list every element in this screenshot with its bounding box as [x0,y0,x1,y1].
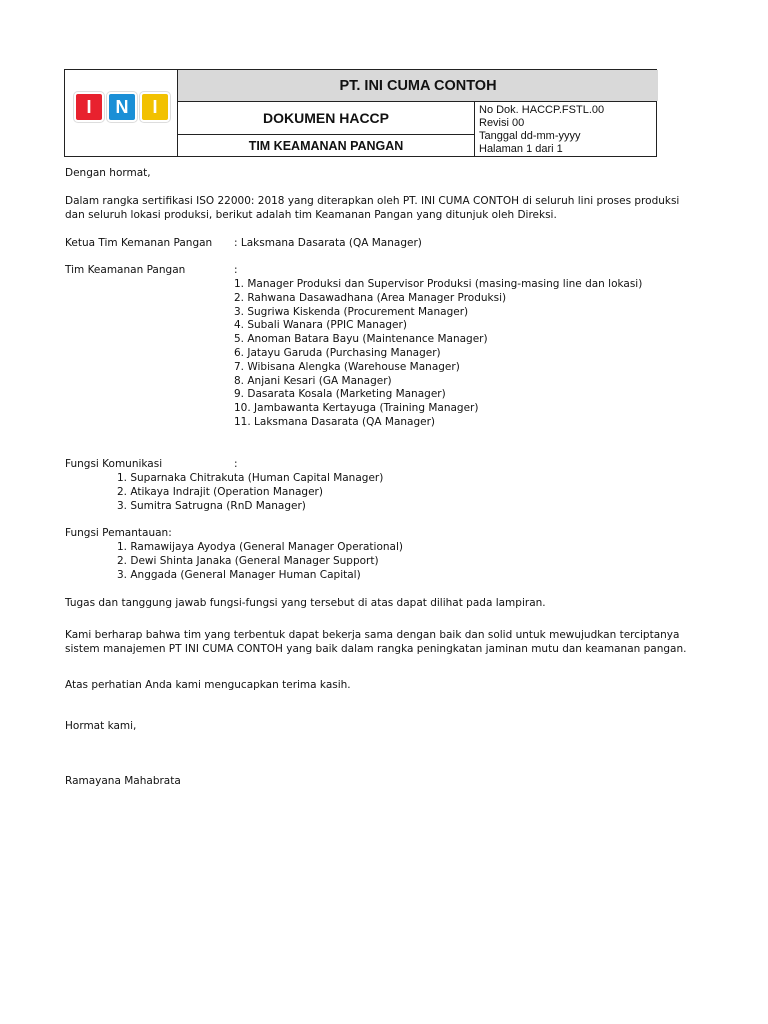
team-label: Tim Keamanan Pangan [65,264,186,276]
document-header-table [64,69,657,157]
list-item: 3. Sugriwa Kiskenda (Procurement Manager) [234,305,469,318]
document-date: Tanggal dd-mm-yyyy [479,130,581,142]
communication-colon: : [234,458,238,470]
list-item: 7. Wibisana Alengka (Warehouse Manager) [234,360,460,373]
list-item: 5. Anoman Batara Bayu (Maintenance Manager) [234,333,488,346]
hope-line-2: sistem manajemen PT INI CUMA CONTOH yang baik dalam rangka peningkatan jaminan mutu dan keamanan pangan. [65,643,687,655]
signer-name: Ramayana Mahabrata [65,775,181,787]
document-title: DOKUMEN HACCP [263,110,389,126]
list-item: 11. Laksmana Dasarata (QA Manager) [234,415,436,428]
list-item: 2. Dewi Shinta Janaka (General Manager Support) [117,554,379,567]
logo-tile-n: N [107,92,137,122]
page-number: Halaman 1 dari 1 [479,143,563,155]
logo-tile-i: I [74,92,104,122]
intro-line-2: dan seluruh lokasi produksi, berikut adalah tim Keamanan Pangan yang ditunjuk oleh Direksi. [65,209,557,221]
list-item: 6. Jatayu Garuda (Purchasing Manager) [234,346,441,359]
leader-value: : Laksmana Dasarata (QA Manager) [234,237,422,249]
team-member-list [234,278,642,430]
team-colon: : [234,264,238,276]
communication-member-list [117,472,383,513]
list-item: 9. Dasarata Kosala (Marketing Manager) [234,388,446,401]
intro-line-1: Dalam rangka sertifikasi ISO 22000: 2018 yang diterapkan oleh PT. INI CUMA CONTOH di seluruh lini proses produksi [65,195,680,207]
list-item: 1. Suparnaka Chitrakuta (Human Capital Manager) [117,472,384,484]
list-item: 10. Jambawanta Kertayuga (Training Manager) [234,402,479,415]
duties-paragraph: Tugas dan tanggung jawab fungsi-fungsi yang tersebut di atas dapat dilihat pada lampiran. [65,597,546,609]
closing: Hormat kami, [65,720,137,732]
list-item: 2. Rahwana Dasawadhana (Area Manager Produksi) [234,291,507,304]
company-logo [74,92,170,122]
list-item: 1. Manager Produksi dan Supervisor Produksi (masing-masing line dan lokasi) [234,278,643,290]
document-number: No Dok. HACCP.FSTL.00 [479,104,605,116]
list-item: 8. Anjani Kesari (GA Manager) [234,374,392,387]
communication-label: Fungsi Komunikasi [65,458,163,470]
list-item: 3. Anggada (General Manager Human Capital) [117,568,361,581]
list-item: 1. Ramawijaya Ayodya (General Manager Operational) [117,541,403,553]
company-name: PT. INI CUMA CONTOH [178,70,658,101]
revision-number: Revisi 00 [479,117,525,129]
document-subtitle: TIM KEAMANAN PANGAN [248,139,404,153]
monitoring-label: Fungsi Pemantauan: [65,527,172,539]
list-item: 2. Atikaya Indrajit (Operation Manager) [117,485,323,498]
thanks-paragraph: Atas perhatian Anda kami mengucapkan terima kasih. [65,679,351,691]
list-item: 4. Subali Wanara (PPIC Manager) [234,319,407,332]
logo-tile-i-second: I [140,92,170,122]
leader-label: Ketua Tim Kemanan Pangan [65,237,213,249]
greeting: Dengan hormat, [65,167,151,179]
hope-line-1: Kami berharap bahwa tim yang terbentuk dapat bekerja sama dengan baik dan solid untuk mewujudkan terciptanya [65,629,680,641]
monitoring-member-list [117,541,403,582]
list-item: 3. Sumitra Satrugna (RnD Manager) [117,499,306,512]
header-divider-vertical-right [474,101,475,156]
